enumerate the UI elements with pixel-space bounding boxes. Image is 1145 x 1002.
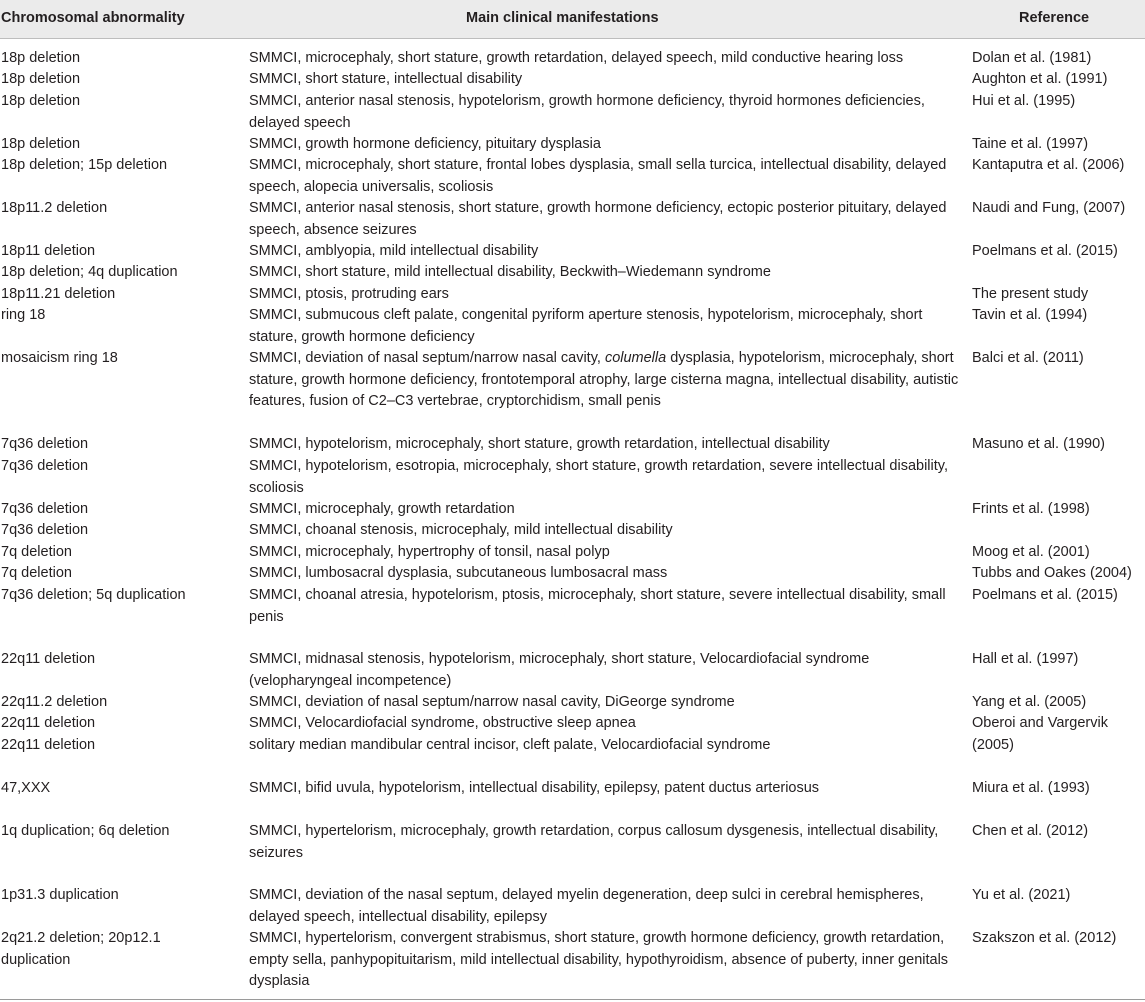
cell-abnormality: 22q11 deletion [1,737,96,753]
cell-abnormality: 18p11.21 deletion [1,286,116,302]
cell-abnormality: 18p deletion [1,93,81,109]
cell-reference: Dolan et al. (1981) [972,50,1092,66]
cell-reference: The present study [972,286,1089,302]
cell-manifestations: SMMCI, hypotelorism, microcephaly, short stature, growth retardation, intellectual disability [249,436,830,452]
cell-abnormality: 7q36 deletion; 5q duplication [1,587,186,603]
manifestations-text: dysplasia, hypotelorism, microcephaly, short stature, growth hormone deficiency, frontotemporal atrophy, large cisterna magna, intellectual disability, autistic features, fusion of C2–C3 vertebrae, cryptorchidism, small penis [249,350,959,409]
manifestations-italic: columella [604,350,667,366]
cell-reference: Miura et al. (1993) [972,780,1090,796]
cell-manifestations: SMMCI, choanal stenosis, microcephaly, mild intellectual disability [249,522,673,538]
cell-reference: Chen et al. (2012) [972,823,1089,839]
cell-abnormality: 18p11 deletion [1,243,96,259]
cell-manifestations: SMMCI, ptosis, protruding ears [249,286,449,302]
manifestations-text: SMMCI, deviation of nasal septum/narrow nasal cavity, [249,350,605,366]
cell-reference: Kantaputra et al. (2006) [972,157,1125,173]
cell-manifestations: SMMCI, hypertelorism, convergent strabismus, short stature, growth hormone deficiency, growth retardation, empty sella, panhypopituitarism, mild intellectual disability, hypothyroidism, absence of puberty, inner genitals dysplasia [249,930,949,989]
cell-manifestations: SMMCI, anterior nasal stenosis, hypotelorism, growth hormone deficiency, thyroid hormones deficiencies, delayed speech [249,93,925,131]
cell-abnormality: 47,XXX [1,780,51,796]
cell-abnormality: 7q36 deletion [1,522,89,538]
table-header [0,0,1145,39]
cell-abnormality: 1q duplication; 6q deletion [1,823,170,839]
cell-reference: Naudi and Fung, (2007) [972,200,1126,216]
cell-manifestations: SMMCI, choanal atresia, hypotelorism, ptosis, microcephaly, short stature, severe intellectual disability, small penis [249,587,946,625]
cell-abnormality: mosaicism ring 18 [1,350,118,366]
cell-abnormality: 7q36 deletion [1,501,89,517]
cell-reference: Moog et al. (2001) [972,544,1090,560]
cell-manifestations: SMMCI, hypotelorism, esotropia, microcephaly, short stature, growth retardation, severe intellectual disability, scoliosis [249,458,948,496]
cell-manifestations: SMMCI, Velocardiofacial syndrome, obstructive sleep apnea [249,715,636,731]
header-reference: Reference [1019,10,1090,26]
cell-reference: Balci et al. (2011) [972,350,1084,366]
cell-abnormality: 7q deletion [1,544,72,560]
cell-manifestations: SMMCI, microcephaly, short stature, frontal lobes dysplasia, small sella turcica, intellectual disability, delayed speech, alopecia universalis, scoliosis [249,157,947,195]
cell-abnormality: 7q36 deletion [1,458,89,474]
cell-manifestations: SMMCI, deviation of nasal septum/narrow nasal cavity, DiGeorge syndrome [249,694,735,710]
cell-reference: Hall et al. (1997) [972,651,1079,667]
cell-reference: Tubbs and Oakes (2004) [972,565,1132,581]
cell-abnormality: 18p deletion; 15p deletion [1,157,168,173]
cell-abnormality: 18p deletion [1,71,81,87]
cell-manifestations: solitary median mandibular central incisor, cleft palate, Velocardiofacial syndrome [249,737,771,753]
cell-manifestations: SMMCI, growth hormone deficiency, pituitary dysplasia [249,136,601,152]
header-abnormality: Chromosomal abnormality [1,10,185,26]
cell-reference: Tavin et al. (1994) [972,307,1088,323]
table-bottom-rule [0,999,1145,1000]
header-manifestations: Main clinical manifestations [466,10,659,26]
cell-reference: Oberoi and Vargervik (2005) [972,715,1108,753]
cell-manifestations: SMMCI, short stature, mild intellectual disability, Beckwith–Wiedemann syndrome [249,264,771,280]
cell-abnormality: 1p31.3 duplication [1,887,119,903]
cell-abnormality: 22q11 deletion [1,715,96,731]
cell-manifestations [249,348,961,413]
cell-manifestations: SMMCI, submucous cleft palate, congenital pyriform aperture stenosis, hypotelorism, microcephaly, short stature, growth hormone deficiency [249,307,923,345]
cell-reference: Taine et al. (1997) [972,136,1089,152]
cell-abnormality: 2q21.2 deletion; 20p12.1 duplication [1,930,161,968]
cell-reference: Aughton et al. (1991) [972,71,1108,87]
cell-manifestations: SMMCI, microcephaly, hypertrophy of tonsil, nasal polyp [249,544,610,560]
cell-reference: Poelmans et al. (2015) [972,587,1118,603]
cell-manifestations: SMMCI, microcephaly, short stature, growth retardation, delayed speech, mild conductive hearing loss [249,50,904,66]
cell-reference: Yang et al. (2005) [972,694,1087,710]
cell-manifestations: SMMCI, bifid uvula, hypotelorism, intellectual disability, epilepsy, patent ductus arteriosus [249,780,820,796]
cell-manifestations: SMMCI, short stature, intellectual disability [249,71,523,87]
cell-abnormality: 22q11 deletion [1,651,96,667]
cell-reference: Poelmans et al. (2015) [972,243,1118,259]
cell-manifestations: SMMCI, amblyopia, mild intellectual disability [249,243,539,259]
cell-reference: Masuno et al. (1990) [972,436,1105,452]
cell-reference: Frints et al. (1998) [972,501,1090,517]
cell-abnormality: 18p deletion [1,136,81,152]
cell-abnormality: 7q deletion [1,565,72,581]
cell-abnormality: 18p11.2 deletion [1,200,108,216]
cell-abnormality: ring 18 [1,307,46,323]
cell-abnormality: 22q11.2 deletion [1,694,108,710]
cell-reference: Yu et al. (2021) [972,887,1071,903]
cell-abnormality: 7q36 deletion [1,436,89,452]
cell-manifestations: SMMCI, anterior nasal stenosis, short stature, growth hormone deficiency, ectopic posterior pituitary, delayed speech, absence seizures [249,200,947,238]
cell-manifestations: SMMCI, midnasal stenosis, hypotelorism, microcephaly, short stature, Velocardiofacial syndrome (velopharyngeal incompetence) [249,651,870,689]
cell-abnormality: 18p deletion [1,50,81,66]
cell-manifestations: SMMCI, deviation of the nasal septum, delayed myelin degeneration, deep sulci in cerebral hemispheres, delayed speech, intellectual disability, epilepsy [249,887,924,925]
cell-manifestations: SMMCI, microcephaly, growth retardation [249,501,515,517]
cell-reference: Szakszon et al. (2012) [972,930,1117,946]
cell-reference: Hui et al. (1995) [972,93,1076,109]
cell-manifestations: SMMCI, hypertelorism, microcephaly, growth retardation, corpus callosum dysgenesis, intellectual disability, seizures [249,823,939,861]
cell-abnormality: 18p deletion; 4q duplication [1,264,178,280]
cell-manifestations: SMMCI, lumbosacral dysplasia, subcutaneous lumbosacral mass [249,565,668,581]
